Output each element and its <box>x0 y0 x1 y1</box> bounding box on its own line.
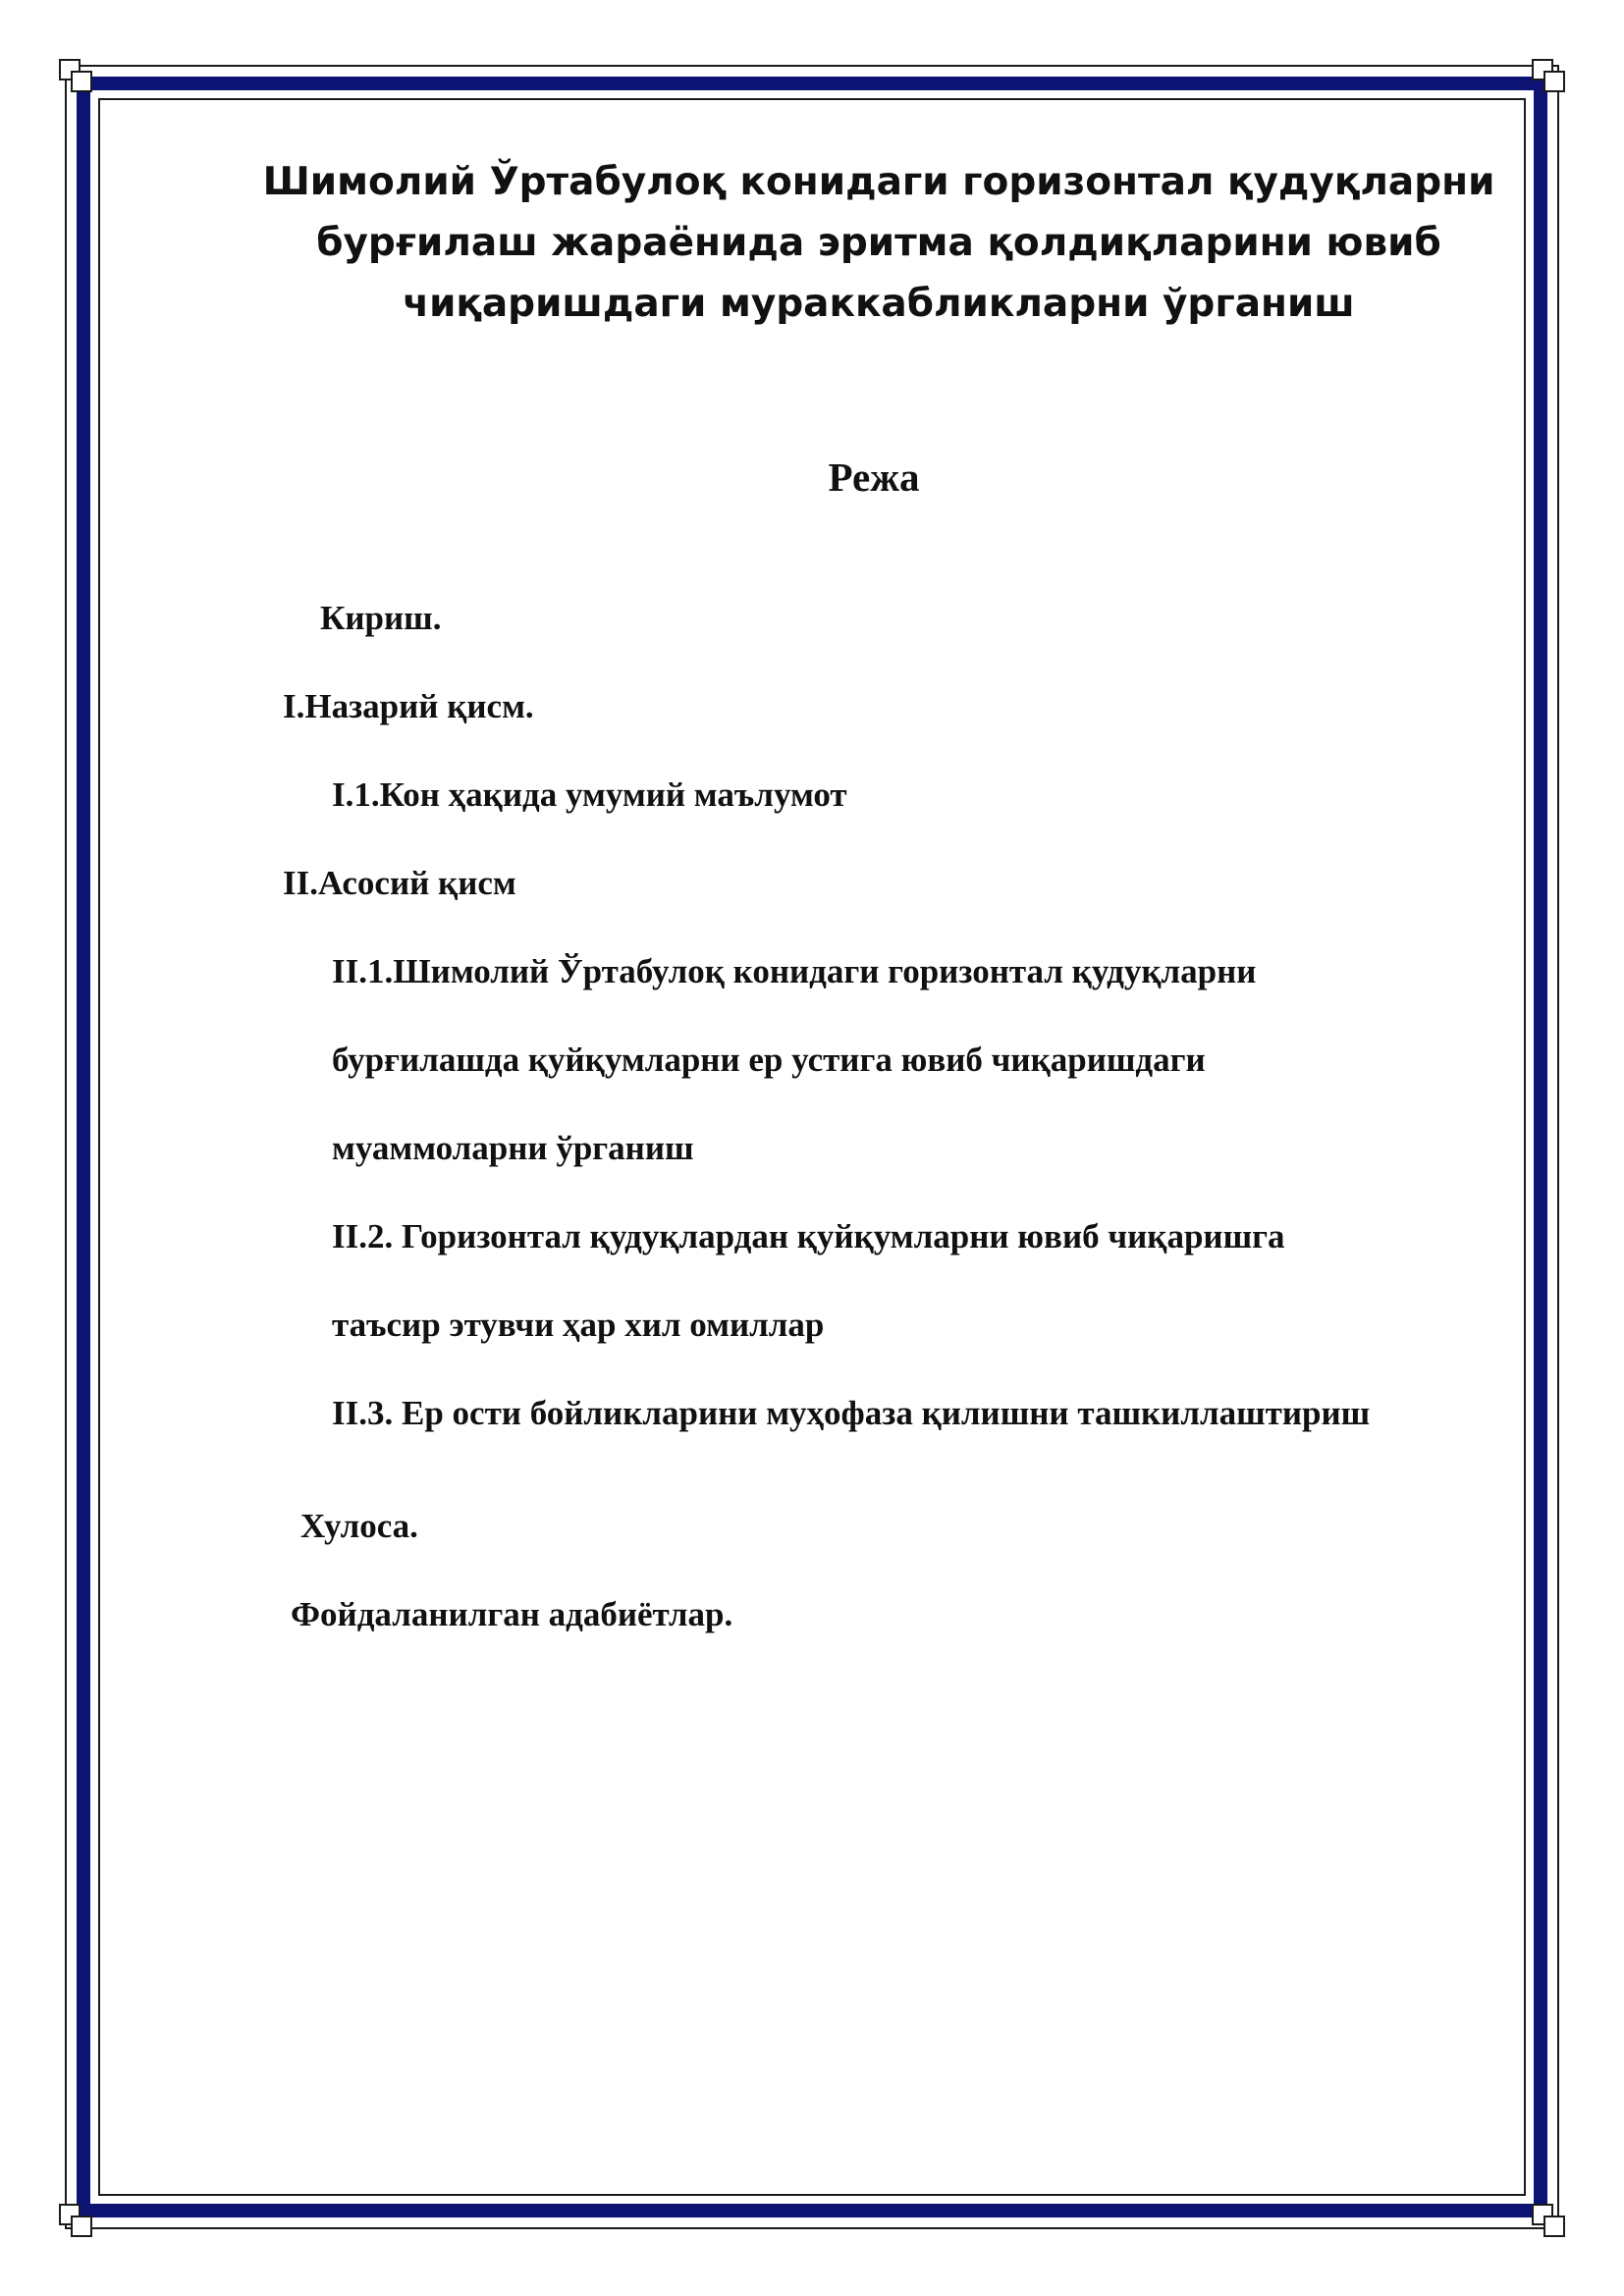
toc-part2-3: II.3. Ер ости бойликларини муҳофаза қилишни ташкиллаштириш <box>332 1394 1371 1432</box>
toc-part2-1-line3: муаммоларни ўрганиш <box>332 1129 694 1167</box>
toc-part1: I.Назарий қисм. <box>283 687 534 725</box>
toc-introduction: Кириш. <box>320 599 442 637</box>
corner-ornament-top-right <box>1532 59 1565 92</box>
toc-part2-2-line1: II.2. Горизонтал қудуқлардан қуйқумларни ювиб чиқаришга <box>332 1217 1285 1255</box>
title-line: Шимолий Ўртабулоқ конидаги горизонтал қудуқларни <box>262 160 1495 204</box>
plan-heading: Режа <box>828 454 920 500</box>
toc-part1-1: I.1.Кон ҳақида умумий маълумот <box>332 775 847 814</box>
title-line: чиқаришдаги мураккабликларни ўрганиш <box>403 282 1355 326</box>
title-line: бурғилаш жараёнида эритма қолдиқларини ювиб <box>316 221 1441 265</box>
toc-part2: II.Асосий қисм <box>283 864 516 902</box>
toc-references: Фойдаланилган адабиётлар. <box>291 1595 733 1633</box>
toc-part2-1-line2: бурғилашда қуйқумларни ер устига ювиб чиқаришдаги <box>332 1041 1206 1079</box>
toc-part2-1-line1: II.1.Шимолий Ўртабулоқ конидаги горизонтал қудуқларни <box>332 952 1257 990</box>
corner-ornament-top-left <box>59 59 92 92</box>
corner-ornament-bottom-right <box>1532 2204 1565 2237</box>
document-title <box>157 152 1600 335</box>
corner-ornament-bottom-left <box>59 2204 92 2237</box>
toc-conclusion: Хулоса. <box>300 1507 418 1545</box>
page-border-inner <box>98 98 1526 2196</box>
toc-part2-2-line2: таъсир этувчи ҳар хил омиллар <box>332 1306 825 1344</box>
